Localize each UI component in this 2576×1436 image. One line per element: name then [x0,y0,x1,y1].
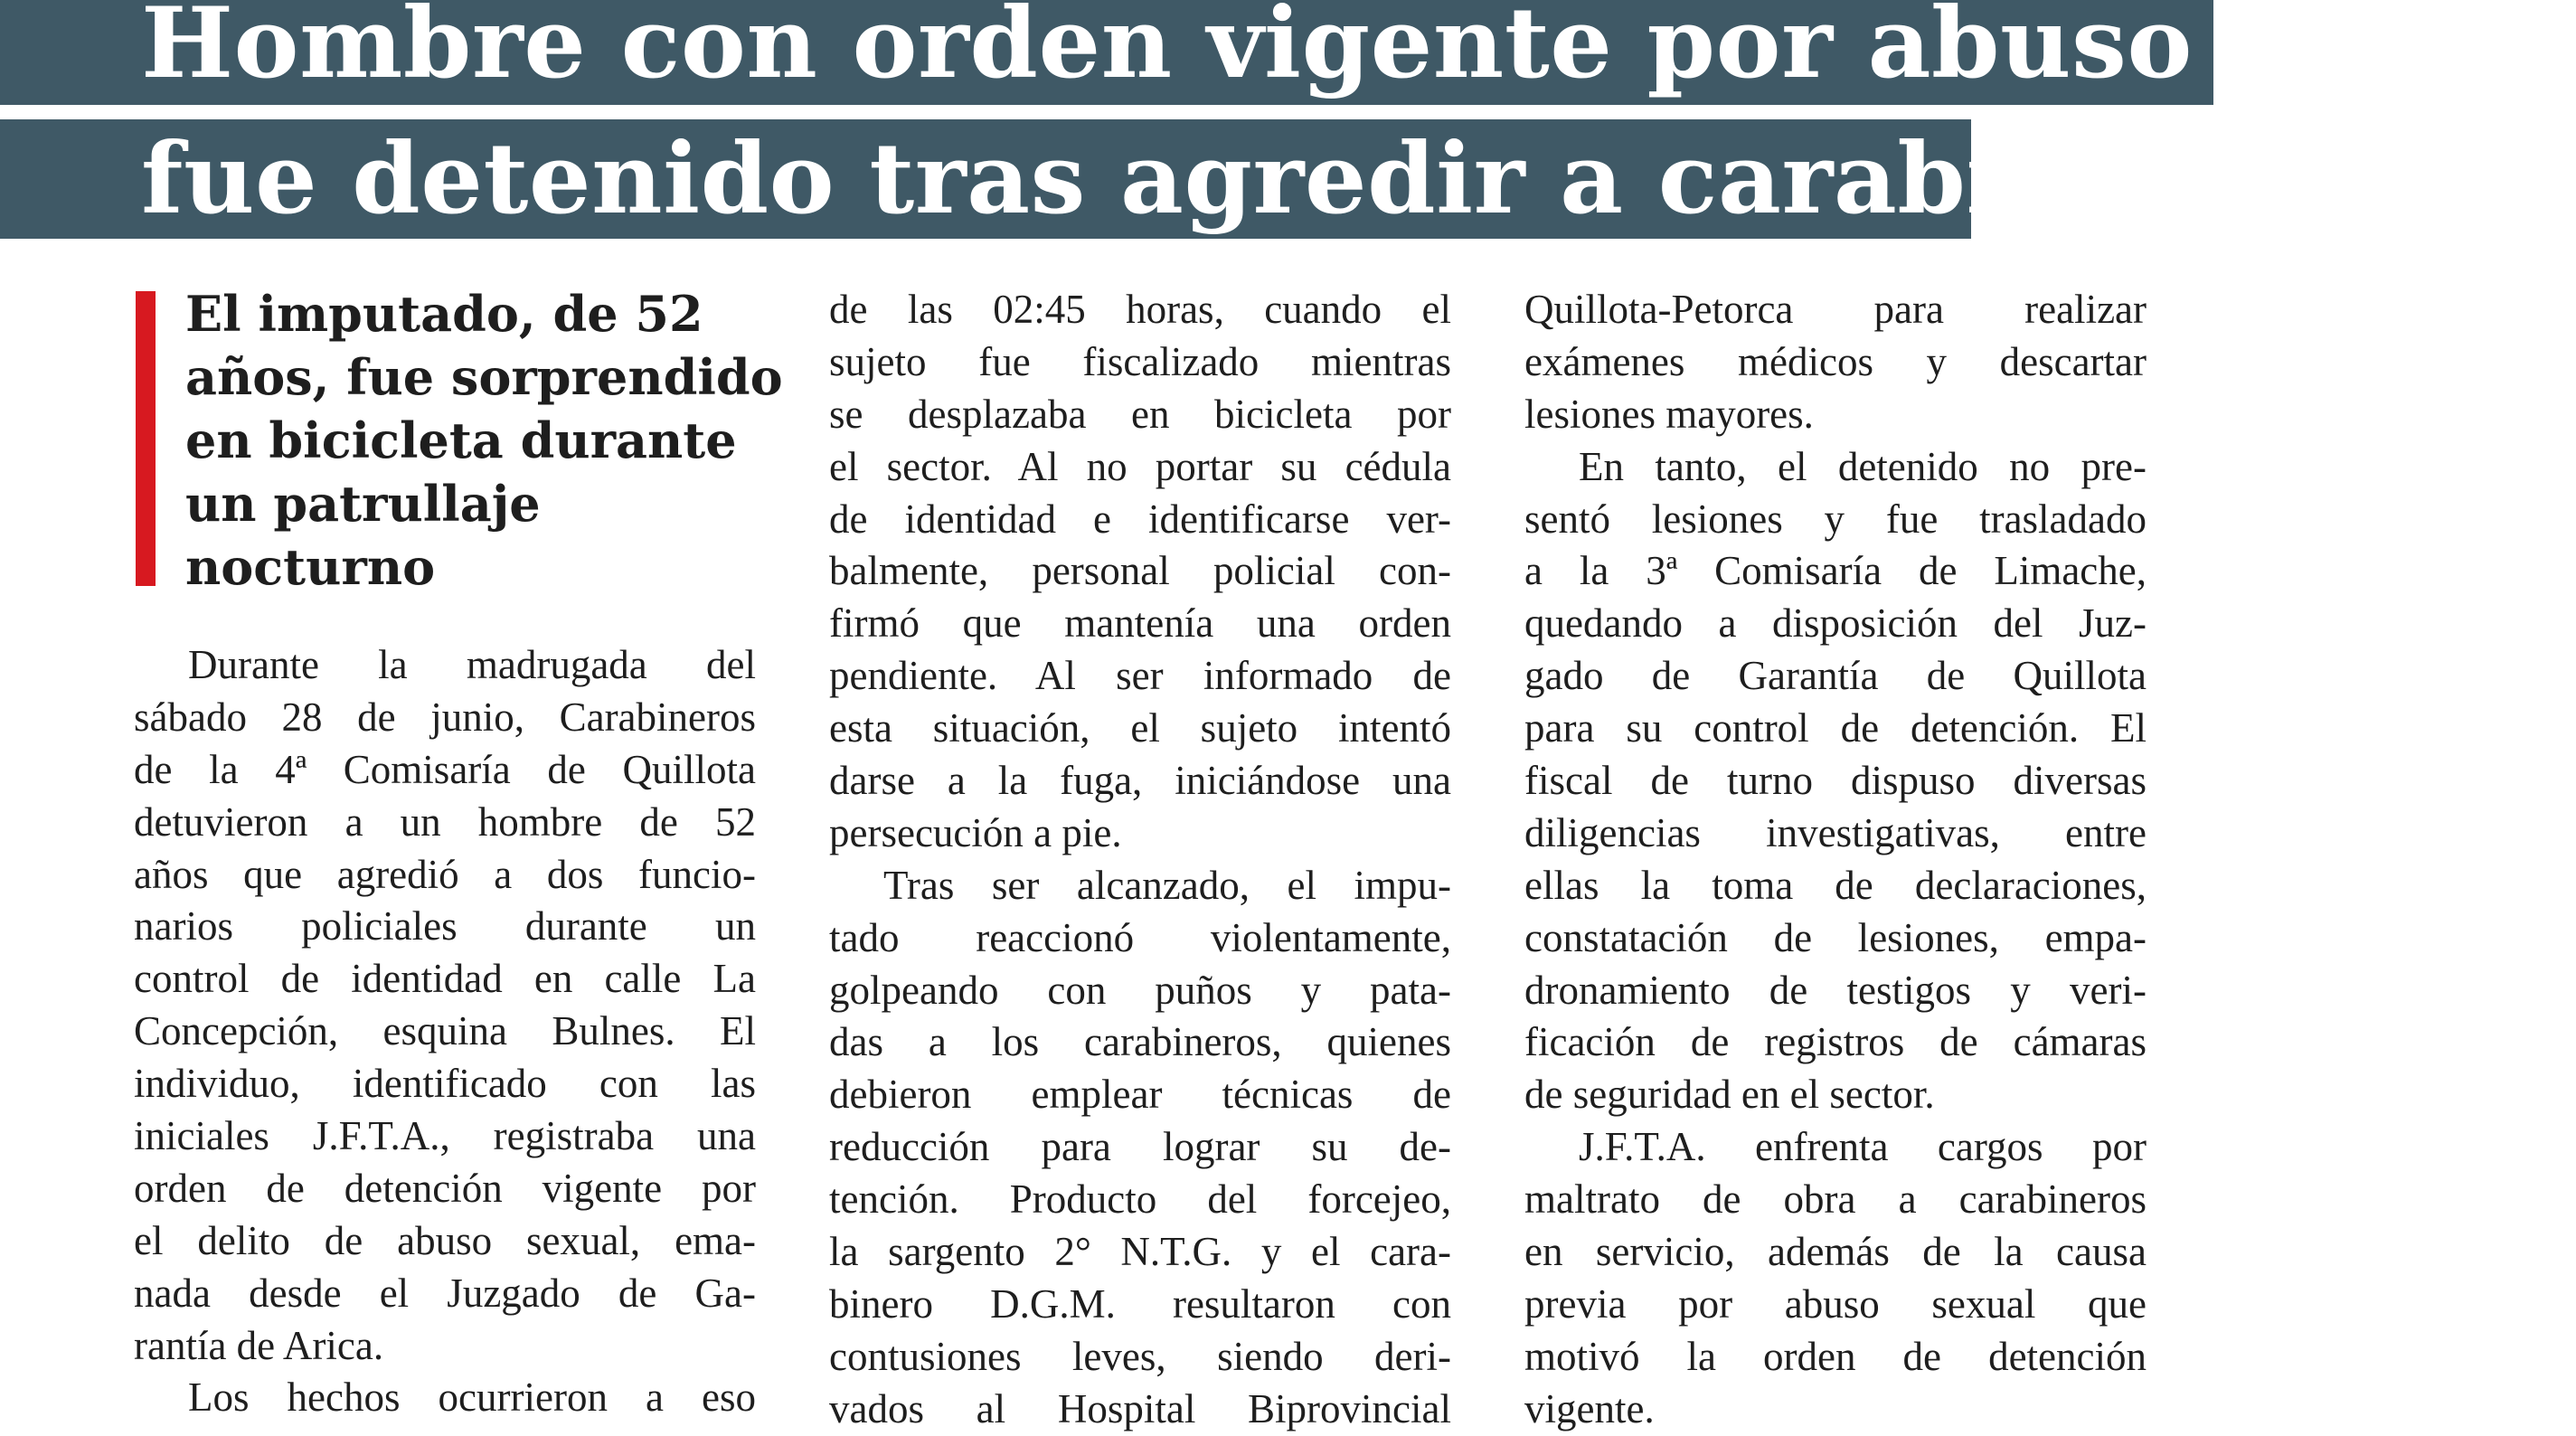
body-line: de las 02:45 horas, cuando el [829,287,1451,332]
article-column-3 [1524,284,2147,1436]
body-line: sábado 28 de junio, Carabineros [134,694,756,740]
body-line: Los hechos ocurrieron a eso [188,1375,756,1421]
body-line: sujeto fue fiscalizado mientras [829,338,1451,384]
body-line: das a los carabineros, quienes [829,1019,1451,1065]
body-line: vados al Hospital Biprovincial [829,1385,1451,1431]
body-line: balmente, personal policial con- [829,548,1451,594]
body-line: dronamiento de testigos y veri- [1524,967,2147,1013]
body-line: a la 3ª Comisaría de Limache, [1524,548,2147,594]
body-line: tención. Producto del forcejeo, [829,1176,1451,1223]
body-line: para su control de detención. El [1524,705,2147,751]
body-line: quedando a disposición del Juz- [1524,600,2147,647]
body-line: sentó lesiones y fue trasladado [1524,496,2147,542]
body-line: constatación de lesiones, empa- [1524,914,2147,960]
body-line: binero D.G.M. resultaron con [829,1280,1451,1327]
body-line: firmó que mantenía una orden [829,600,1451,647]
body-line: años que agredió a dos funcio- [134,851,756,897]
body-line: tado reaccionó violentamente, [829,914,1451,960]
body-line: diligencias investigativas, entre [1524,809,2147,855]
body-line: En tanto, el detenido no pre- [1579,443,2147,489]
body-line: persecución a pie. [829,809,1122,855]
body-line: J.F.T.A. enfrenta cargos por [1579,1124,2147,1170]
body-line: en servicio, además de la causa [1524,1229,2147,1275]
body-line: de seguridad en el sector. [1524,1072,1935,1118]
body-line: pendiente. Al ser informado de [829,653,1451,699]
deck-subheadline [185,282,782,599]
headline-bar-1 [0,0,2576,105]
deck-accent-rule [136,291,156,586]
body-line: individuo, identificado con las [134,1061,756,1107]
body-line: ficación de registros de cámaras [1524,1019,2147,1065]
deck-line: en bicicleta durante [185,411,737,469]
body-line: el sector. Al no portar su cédula [829,443,1451,489]
body-line: maltrato de obra a carabineros [1524,1176,2147,1223]
article-column-2 [829,284,1451,1436]
body-line: contusiones leves, siendo deri- [829,1333,1451,1379]
body-line: la sargento 2° N.T.G. y el cara- [829,1229,1451,1275]
body-line: narios policiales durante un [134,903,756,949]
article-column-1 [134,639,756,1424]
body-line: debieron emplear técnicas de [829,1072,1451,1118]
body-line: se desplazaba en bicicleta por [829,391,1451,437]
deck-line: un patrullaje [185,475,541,533]
body-line: orden de detención vigente por [134,1165,756,1211]
body-line: control de identidad en calle La [134,956,756,1002]
body-line: el delito de abuso sexual, ema- [134,1217,756,1263]
body-line: esta situación, el sujeto intentó [829,705,1451,751]
body-line: fiscal de turno dispuso diversas [1524,758,2147,804]
headline-line-2: fue detenido tras agredir a carabineros [141,122,2311,236]
body-line: de la 4ª Comisaría de Quillota [134,746,756,792]
headline-bar-2 [0,119,2311,239]
body-line: Concepción, esquina Bulnes. El [134,1008,756,1054]
body-line: exámenes médicos y descartar [1524,338,2147,384]
deck-line: nocturno [185,538,436,596]
body-line: lesiones mayores. [1524,391,1814,437]
body-line: nada desde el Juzgado de Ga- [134,1270,756,1316]
body-line: detuvieron a un hombre de 52 [134,798,756,845]
body-line: vigente. [1524,1385,1655,1431]
body-line: golpeando con puños y pata- [829,967,1451,1013]
body-line: Tras ser alcanzado, el impu- [883,862,1451,908]
body-line: Durante la madrugada del [188,642,756,687]
body-line: gado de Garantía de Quillota [1524,653,2147,699]
body-line: previa por abuso sexual que [1524,1280,2147,1327]
body-line: de identidad e identificarse ver- [829,496,1451,542]
body-line: reducción para lograr su de- [829,1124,1451,1170]
body-line: ellas la toma de declaraciones, [1524,862,2147,908]
deck-line: El imputado, de 52 [185,285,703,343]
body-line: darse a la fuga, iniciándose una [829,758,1451,804]
body-line: rantía de Arica. [134,1322,384,1368]
body-line: motivó la orden de detención [1524,1333,2147,1379]
body-line: Quillota-Petorca para realizar [1524,287,2147,332]
body-line: iniciales J.F.T.A., registraba una [134,1113,756,1159]
deck-line: años, fue sorprendido [185,348,783,406]
headline-line-1: Hombre con orden vigente por abuso sexual [141,0,2576,100]
